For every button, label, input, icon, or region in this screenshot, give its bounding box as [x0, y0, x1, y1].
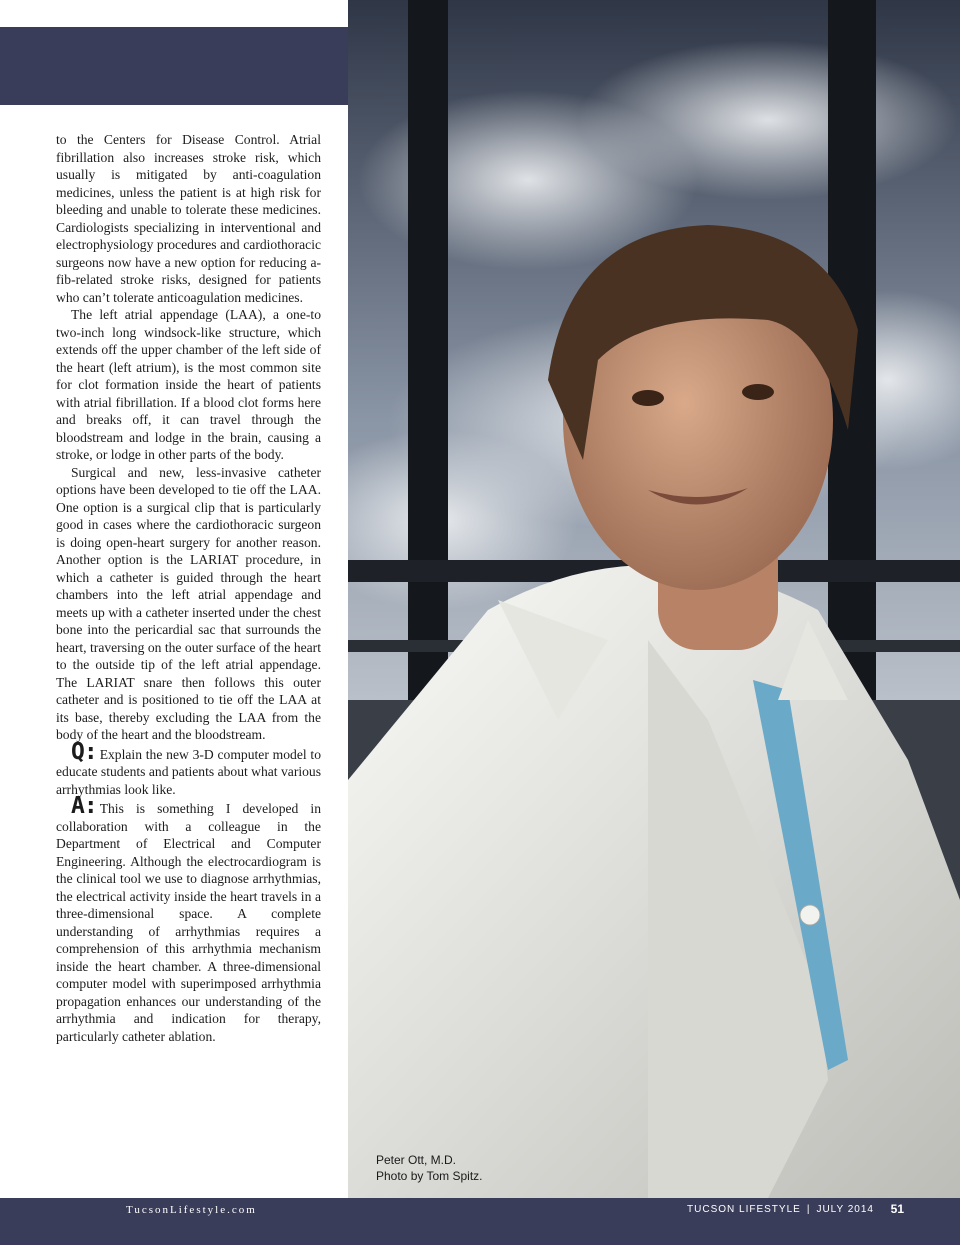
footer-website: TucsonLifestyle.com: [126, 1204, 257, 1216]
caption-name: Peter Ott, M.D.: [376, 1153, 457, 1167]
footer-magazine: TUCSON LIFESTYLE: [687, 1204, 801, 1215]
page-number: 51: [890, 1202, 904, 1216]
caption-credit: Photo by Tom Spitz.: [376, 1169, 483, 1183]
answer-text: This is something I developed in collaboration with a colleague in the Department of Electrical and Computer Engineering. Although the electrocardiogram is the clinical tool we use to diagnose arrhythmias, the electrical activity inside the heart travels in a three-dimensional space. A complete understanding of arrhythmias requires a comprehension of this arrhythmia mechanism inside the heart chamber. A three-dimensional computer model with superimposed arrhythmia propagation enhances our understanding of the arrhythmia and indication for therapy, particularly catheter ablation.: [56, 801, 321, 1044]
portrait-illustration: [348, 0, 960, 1198]
question-block: [56, 738, 322, 799]
header-band: [0, 27, 348, 105]
article-paragraph: Surgical and new, less-invasive catheter options have been developed to tie off the LAA. One option is a surgical clip that is particularly good in cases where the cardiothoracic surgeon is doing open-heart surgery for another reason. Another option is the LARIAT procedure, in which a catheter is guided through the heart chambers into the left atrial appendage and meets up with a catheter inserted under the chest bone into the pericardial sac that surrounds the heart, traversing on the outer surface of the heart to the outside tip of the left atrial appendage. The LARIAT snare then follows this outer catheter and is positioned to tie off the LAA at its base, thereby excluding the LAA from the body of the heart and the bloodstream.: [56, 464, 321, 742]
answer-label: A:: [71, 793, 97, 819]
question-text: Explain the new 3-D computer model to educate students and patients about what various arrhythmias look like.: [56, 746, 322, 797]
footer-issue: JULY 2014: [816, 1204, 874, 1215]
photo-caption: [376, 1152, 483, 1184]
footer-publication: [687, 1204, 874, 1215]
portrait-photo: [348, 0, 960, 1198]
article-column: [56, 131, 321, 1045]
question-label: Q:: [71, 738, 97, 765]
answer-block: [56, 793, 321, 1045]
footer-separator: |: [806, 1204, 811, 1215]
page-footer: [0, 1198, 960, 1245]
article-paragraph: The left atrial appendage (LAA), a one-to two-inch long windsock-like structure, which extends off the upper chamber of the left side of the heart (left atrium), is the most common site for clot formation inside the heart of patients with atrial fibrillation. If a blood clot forms here and breaks off, it can travel through the bloodstream and lodge in the brain, causing a stroke, or lodge in other parts of the body.: [56, 307, 321, 462]
article-paragraph: to the Centers for Disease Control. Atrial fibrillation also increases stroke risk, which usually is mitigated by anti-coagulation medicines, unless the patient is at high risk for bleeding and unable to tolerate these medicines. Cardiologists specializing in interventional and electrophysiology procedures and cardiothoracic surgeons now have a new option for reducing a-fib-related stroke risks, designed for patients who can’t tolerate anticoagulation medicines.: [56, 132, 321, 305]
